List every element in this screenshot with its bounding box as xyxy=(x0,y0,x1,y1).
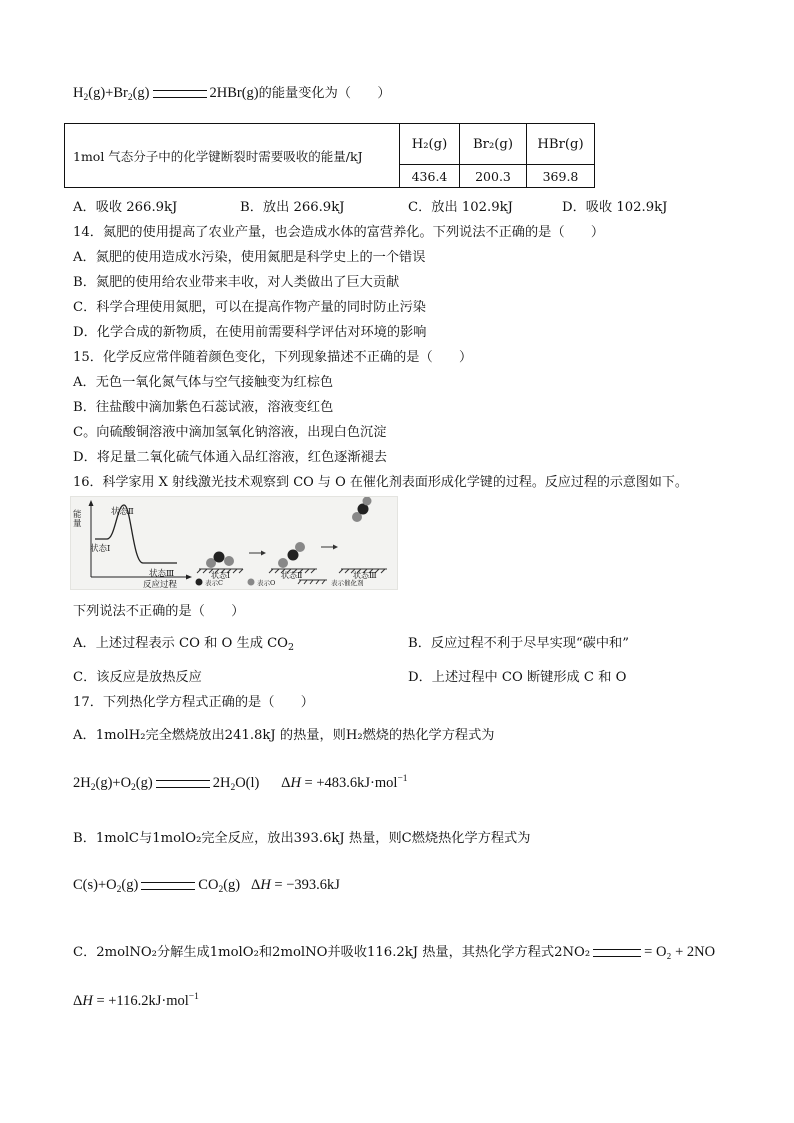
q13-option-d: D．吸收 102.9kJ xyxy=(562,200,668,215)
q17-option-c-dh: = +116.2kJ·mol xyxy=(96,993,189,1009)
figure-label-state2-curve: 状态Ⅱ xyxy=(111,507,134,517)
q16-option-a: A．上述过程表示 CO 和 O 生成 $CO_2$ xyxy=(73,636,295,653)
table-header-h2: H₂(g) xyxy=(400,124,460,165)
q16-option-c: C．该反应是放热反应 xyxy=(73,670,202,685)
q17-stem: 17．下列热化学方程式正确的是（ ） xyxy=(73,695,314,710)
energy-curve xyxy=(95,505,177,563)
q13-option-b: B．放出 266.9kJ xyxy=(240,200,345,215)
state2-atoms xyxy=(269,542,317,573)
q15-option-c: C。向硫酸铜溶液中滴加氢氧化钠溶液，出现白色沉淀 xyxy=(73,425,387,440)
figure-label-state3-curve: 状态Ⅲ xyxy=(149,569,175,579)
q17-option-a-text: A．1molH₂完全燃烧放出241.8kJ 的热量，则H₂燃烧的热化学方程式为 xyxy=(73,728,495,743)
q15-stem: 15．化学反应常伴随着颜色变化，下列现象描述不正确的是（ ） xyxy=(73,350,473,365)
o-atom-icon xyxy=(278,558,288,568)
q13-stem-suffix: 的能量变化为（ ） xyxy=(258,86,391,101)
table-value-hbr: 369.8 xyxy=(527,165,595,188)
figure-caption-state3: 状态Ⅲ xyxy=(353,571,377,580)
q14-stem: 14．氮肥的使用提高了农业产量，也会造成水体的富营养化。下列说法不正确的是（ ） xyxy=(73,225,605,240)
process-axis-arrow-icon xyxy=(186,575,192,580)
reaction-process-figure xyxy=(70,496,398,590)
arrow-1 xyxy=(249,551,266,556)
legend-c-label: 表示C xyxy=(205,579,223,587)
figure-x-label: 反应过程 xyxy=(143,580,178,590)
q14-option-c: C．科学合理使用氮肥，可以在提高作物产量的同时防止污染 xyxy=(73,300,426,315)
table-header-br2: Br₂(g) xyxy=(460,124,527,165)
energy-axis-arrow-icon xyxy=(89,500,94,506)
q17-option-c-products: = O₂ + 2NO xyxy=(644,944,716,960)
legend-catalyst-label: 表示催化剂 xyxy=(331,579,364,587)
bond-energy-table xyxy=(64,123,595,188)
figure-label-state1-curve: 状态Ⅰ xyxy=(90,544,111,554)
q17-option-c-stem: C．2molNO₂分解生成1molO₂和2molNO并吸收116.2kJ 热量，其热化学方程式2NO₂ xyxy=(73,945,591,960)
q16-option-a-text: A．上述过程表示 CO 和 O 生成 CO xyxy=(73,636,288,651)
q14-option-b: B．氮肥的使用给农业带来丰收，对人类做出了巨大贡献 xyxy=(73,275,400,290)
q13-option-a: A．吸收 266.9kJ xyxy=(73,200,178,215)
q15-option-d: D．将足量二氧化硫气体通入品红溶液，红色逐渐褪去 xyxy=(73,450,387,465)
equals-arrow-icon xyxy=(593,949,641,957)
q17-option-b-text: B．1molC与1molO₂完全反应，放出393.6kJ 热量，则C燃烧热化学方程式为 xyxy=(73,831,531,846)
arrow-2 xyxy=(321,545,338,550)
q17-option-b-equation: $C(s)+O_2(g)$ $CO_2(g) \Delta H = -393.6kJ$ xyxy=(73,877,340,895)
q14-option-a: A．氮肥的使用造成水污染，使用氮肥是科学史上的一个错误 xyxy=(73,250,426,265)
q17-option-b-dh: = −393.6kJ xyxy=(274,877,340,893)
equals-arrow-icon xyxy=(156,780,210,788)
q15-option-b: B．往盐酸中滴加紫色石蕊试液，溶液变红色 xyxy=(73,400,334,415)
table-value-br2: 200.3 xyxy=(460,165,527,188)
legend-o-label: 表示O xyxy=(257,579,276,587)
q13-equation: $H_2(g)+Br_2(g)$ 2HBr(g)的能量变化为（ ） xyxy=(73,85,391,103)
equals-arrow-icon xyxy=(153,90,207,98)
table-value-h2: 436.4 xyxy=(400,165,460,188)
q13-option-c: C．放出 102.9kJ xyxy=(408,200,513,215)
q16-prompt: 下列说法不正确的是（ ） xyxy=(73,604,245,619)
o-atom-icon xyxy=(224,556,234,566)
q15-option-a: A．无色一氧化氮气体与空气接触变为红棕色 xyxy=(73,375,334,390)
table-header-hbr: HBr(g) xyxy=(527,124,595,165)
figure-y-label: 能量 xyxy=(73,510,82,529)
equals-arrow-icon xyxy=(141,882,195,890)
figure-caption-state2: 状态Ⅱ xyxy=(281,571,303,580)
q14-option-d: D．化学合成的新物质，在使用前需要科学评估对环境的影响 xyxy=(73,325,427,340)
state3-atoms xyxy=(339,497,387,573)
legend-o-icon xyxy=(248,579,255,586)
table-row-label: 1mol 气态分子中的化学键断裂时需要吸收的能量/kJ xyxy=(65,124,400,188)
c-atom-icon xyxy=(214,552,225,563)
c-atom-icon xyxy=(288,550,299,561)
o-atom-icon xyxy=(295,542,305,552)
q17-option-a-dh: = +483.6kJ·mol xyxy=(304,775,398,791)
q16-option-b: B．反应过程不利于尽早实现“碳中和” xyxy=(408,636,629,651)
q17-option-c-dh-line: ΔH = +116.2kJ·mol$^{-1}$ xyxy=(73,992,199,1009)
q16-option-d: D．上述过程中 CO 断键形成 C 和 O xyxy=(408,670,627,685)
figure-caption-state1: 状态Ⅰ xyxy=(211,571,231,580)
legend-c-icon xyxy=(196,579,203,586)
q17-option-a-equation: $2H_2(g)+O_2(g)$ $2H_2O(l)$ ΔH = +483.6kJ·mol$^{-1}$ xyxy=(73,774,408,793)
q17-option-c-text xyxy=(73,941,715,961)
q16-stem: 16．科学家用 X 射线激光技术观察到 CO 与 O 在催化剂表面形成化学键的过程。反应过程的示意图如下。 xyxy=(73,475,688,490)
